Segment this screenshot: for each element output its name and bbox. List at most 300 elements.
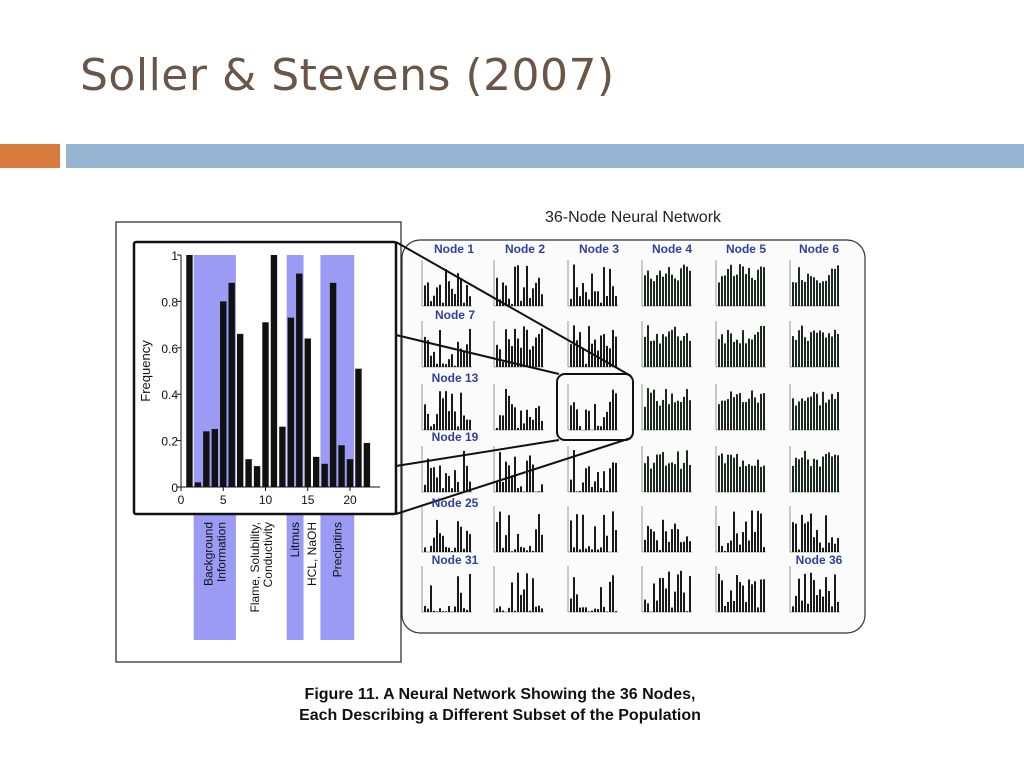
thumb-bar xyxy=(721,546,723,552)
thumb-bar xyxy=(724,551,726,552)
thumb-bar xyxy=(757,403,759,430)
node-label: Node 1 xyxy=(433,242,475,256)
thumb-bar xyxy=(526,410,528,430)
thumb-bar xyxy=(763,326,765,367)
thumb-bar xyxy=(668,267,670,306)
thumb-bar xyxy=(433,296,435,306)
thumb-bar xyxy=(499,606,501,612)
thumb-bar xyxy=(523,423,525,430)
thumb-bar xyxy=(680,341,682,367)
thumb-bar xyxy=(745,466,747,492)
thumb-bar xyxy=(677,451,679,492)
thumb-bar xyxy=(647,456,649,492)
thumb-bar xyxy=(801,326,803,367)
thumb-bar xyxy=(757,460,759,492)
thumb-bar xyxy=(463,549,465,552)
thumb-bar xyxy=(810,514,812,552)
thumb-bar xyxy=(603,267,605,306)
thumb-bar xyxy=(463,416,465,430)
thumb-bar xyxy=(535,529,537,552)
thumb-bar xyxy=(718,404,720,430)
thumb-bar xyxy=(754,335,756,367)
thumb-bar xyxy=(650,393,652,430)
node-label: Node 19 xyxy=(431,430,479,444)
thumb-bar xyxy=(680,542,682,552)
thumb-bar xyxy=(570,480,572,492)
annotation-label: HCL, NaOH xyxy=(304,522,319,587)
thumb-bar xyxy=(810,276,812,306)
thumb-bar xyxy=(570,344,572,367)
thumb-bar xyxy=(445,547,447,552)
thumb-bar xyxy=(436,520,438,552)
histogram-bar xyxy=(305,339,311,487)
thumb-bar xyxy=(538,406,540,430)
thumb-bar xyxy=(671,608,673,612)
thumb-bar xyxy=(804,401,806,430)
thumb-bar xyxy=(801,515,803,552)
thumb-bar xyxy=(680,268,682,306)
thumb-bar xyxy=(795,406,797,430)
thumb-bar xyxy=(689,576,691,612)
annotation-label: Information xyxy=(214,522,229,583)
thumb-bar xyxy=(508,515,510,552)
thumb-bar xyxy=(647,325,649,367)
thumb-bar xyxy=(454,607,456,612)
thumb-bar xyxy=(597,472,599,492)
thumb-bar xyxy=(748,268,750,306)
thumb-bar xyxy=(834,269,836,306)
thumb-bar xyxy=(600,303,602,306)
thumb-bar xyxy=(742,586,744,612)
x-tick-label: 20 xyxy=(343,493,357,507)
thumb-bar xyxy=(763,267,765,306)
thumb-bar xyxy=(792,336,794,367)
thumb-bar xyxy=(677,574,679,612)
thumb-bar xyxy=(721,401,723,430)
thumb-bar xyxy=(591,549,593,552)
thumb-bar xyxy=(541,329,543,367)
thumb-bar xyxy=(517,339,519,367)
thumb-bar xyxy=(433,538,435,552)
thumb-bar xyxy=(615,611,617,612)
thumb-bar xyxy=(745,343,747,367)
thumb-bar xyxy=(585,607,587,612)
thumb-bar xyxy=(680,571,682,612)
thumb-bar xyxy=(612,575,614,612)
thumb-bar xyxy=(523,287,525,306)
thumb-bar xyxy=(683,593,685,612)
thumb-bar xyxy=(736,454,738,492)
thumb-bar xyxy=(739,343,741,367)
thumb-bar xyxy=(804,574,806,612)
thumb-bar xyxy=(825,338,827,367)
thumb-bar xyxy=(674,278,676,306)
thumb-bar xyxy=(730,590,732,612)
thumb-bar xyxy=(585,364,587,367)
thumb-bar xyxy=(724,606,726,612)
histogram-bar xyxy=(347,459,353,487)
thumb-bar xyxy=(668,404,670,430)
thumb-bar xyxy=(448,411,450,430)
thumb-bar xyxy=(430,301,432,306)
thumb-bar xyxy=(733,512,735,552)
thumb-bar xyxy=(810,466,812,492)
thumb-bar xyxy=(807,398,809,430)
thumb-bar xyxy=(730,391,732,430)
thumb-bar xyxy=(798,459,800,492)
thumb-bar xyxy=(588,546,590,552)
thumb-bar xyxy=(597,351,599,367)
thumb-bar xyxy=(653,281,655,306)
thumb-bar xyxy=(448,476,450,492)
thumb-bar xyxy=(671,275,673,306)
thumb-bar xyxy=(496,522,498,552)
thumb-bar xyxy=(674,524,676,552)
thumb-bar xyxy=(751,510,753,552)
thumb-bar xyxy=(834,330,836,367)
thumb-bar xyxy=(718,339,720,367)
thumb-bar xyxy=(594,291,596,306)
thumb-bar xyxy=(615,463,617,492)
thumb-bar xyxy=(739,545,741,552)
thumb-bar xyxy=(677,529,679,552)
thumb-bar xyxy=(647,271,649,306)
thumb-bar xyxy=(526,461,528,492)
thumb-bar xyxy=(798,549,800,552)
y-tick-label: 0.4 xyxy=(161,388,178,403)
thumb-bar xyxy=(505,462,507,492)
thumb-bar xyxy=(825,577,827,612)
thumb-bar xyxy=(689,541,691,552)
thumb-bar xyxy=(454,548,456,552)
thumb-bar xyxy=(683,265,685,306)
thumb-bar xyxy=(677,401,679,430)
thumb-bar xyxy=(674,402,676,430)
thumb-bar xyxy=(748,339,750,367)
thumb-bar xyxy=(831,606,833,612)
thumb-bar xyxy=(644,337,646,367)
node-label: Node 2 xyxy=(504,242,546,256)
y-tick-label: 0.8 xyxy=(161,295,178,310)
thumb-bar xyxy=(686,536,688,552)
thumb-bar xyxy=(457,576,459,612)
thumb-bar xyxy=(733,458,735,492)
histogram-bar xyxy=(355,369,361,487)
thumb-bar xyxy=(721,334,723,367)
thumb-bar xyxy=(588,466,590,492)
thumb-bar xyxy=(496,608,498,612)
thumb-bar xyxy=(436,364,438,367)
thumb-bar xyxy=(532,551,534,552)
thumb-bar xyxy=(668,463,670,492)
thumb-bar xyxy=(825,403,827,430)
thumb-bar xyxy=(742,266,744,306)
y-tick-label: 0.2 xyxy=(161,434,178,449)
thumb-bar xyxy=(448,606,450,612)
thumb-bar xyxy=(573,265,575,306)
thumb-bar xyxy=(754,466,756,492)
thumb-bar xyxy=(585,410,587,430)
thumb-bar xyxy=(603,417,605,430)
thumb-bar xyxy=(807,274,809,306)
thumb-bar xyxy=(721,276,723,306)
node-label: Node 6 xyxy=(798,242,840,256)
thumb-bar xyxy=(683,397,685,430)
thumb-bar xyxy=(822,281,824,306)
thumb-bar xyxy=(659,454,661,492)
thumb-bar xyxy=(795,596,797,612)
thumb-bar xyxy=(451,354,453,367)
thumb-bar xyxy=(579,491,581,492)
thumb-bar xyxy=(541,484,543,492)
thumb-bar xyxy=(496,482,498,492)
thumb-bar xyxy=(837,265,839,306)
thumb-bar xyxy=(526,266,528,306)
thumb-bar xyxy=(834,455,836,492)
thumb-bar xyxy=(454,411,456,430)
thumb-bar xyxy=(834,544,836,552)
thumb-bar xyxy=(600,426,602,430)
histogram-bar xyxy=(271,255,277,487)
thumb-bar xyxy=(742,532,744,552)
thumb-bar xyxy=(677,280,679,306)
node-label: Node 25 xyxy=(431,496,479,510)
thumb-bar xyxy=(792,466,794,492)
thumb-bar xyxy=(433,352,435,367)
thumb-bar xyxy=(813,580,815,612)
thumb-bar xyxy=(724,343,726,367)
thumb-bar xyxy=(689,400,691,430)
thumb-bar xyxy=(798,402,800,430)
thumb-bar xyxy=(807,604,809,612)
thumb-bar xyxy=(680,402,682,430)
thumb-bar xyxy=(445,364,447,367)
thumb-bar xyxy=(674,327,676,367)
annotation-label: Flame, Solubility, xyxy=(247,522,262,613)
thumb-bar xyxy=(463,351,465,367)
thumb-bar xyxy=(514,549,516,552)
thumb-bar xyxy=(798,579,800,612)
thumb-bar xyxy=(469,420,471,430)
thumb-bar xyxy=(828,543,830,552)
thumb-bar xyxy=(831,269,833,306)
histogram-bar xyxy=(186,255,192,487)
thumb-bar xyxy=(736,275,738,306)
thumb-bar xyxy=(445,269,447,306)
thumb-bar xyxy=(430,468,432,492)
thumb-bar xyxy=(665,274,667,306)
thumb-bar xyxy=(424,485,426,492)
thumb-bar xyxy=(442,303,444,306)
thumb-bar xyxy=(454,470,456,492)
thumb-bar xyxy=(795,524,797,552)
y-axis-label: Frequency xyxy=(138,340,153,402)
node-label: Node 5 xyxy=(725,242,767,256)
x-tick-label: 0 xyxy=(177,493,185,507)
thumb-bar xyxy=(751,278,753,306)
thumb-bar xyxy=(499,415,501,430)
thumb-bar xyxy=(517,573,519,612)
thumb-bar xyxy=(466,466,468,492)
thumb-bar xyxy=(445,391,447,430)
thumb-bar xyxy=(751,584,753,612)
histogram-bar xyxy=(364,443,370,487)
thumb-bar xyxy=(662,277,664,306)
thumb-bar xyxy=(427,282,429,306)
thumb-bar xyxy=(760,266,762,306)
thumb-bar xyxy=(600,547,602,552)
thumb-bar xyxy=(579,332,581,367)
thumb-bar xyxy=(665,337,667,367)
thumb-bar xyxy=(674,592,676,612)
x-tick-label: 10 xyxy=(258,493,273,507)
thumb-bar xyxy=(721,453,723,492)
thumb-bar xyxy=(828,591,830,612)
thumb-bar xyxy=(792,522,794,552)
thumb-bar xyxy=(466,531,468,552)
thumb-bar xyxy=(579,426,581,430)
thumb-bar xyxy=(816,333,818,367)
thumb-bar xyxy=(570,521,572,552)
thumb-bar xyxy=(721,580,723,612)
thumb-bar xyxy=(792,282,794,306)
thumb-bar xyxy=(662,520,664,552)
thumb-bar xyxy=(665,531,667,552)
thumb-bar xyxy=(538,606,540,612)
annotation-label: Precipitins xyxy=(330,522,345,578)
thumb-bar xyxy=(671,462,673,492)
thumb-bar xyxy=(588,300,590,306)
thumb-bar xyxy=(686,333,688,367)
thumb-bar xyxy=(745,602,747,612)
thumb-bar xyxy=(606,412,608,430)
thumb-bar xyxy=(606,536,608,552)
thumb-bar xyxy=(760,467,762,492)
thumb-bar xyxy=(751,391,753,430)
histogram-bar xyxy=(288,318,294,487)
thumb-bar xyxy=(430,356,432,367)
annotation-band xyxy=(320,255,354,487)
thumb-bar xyxy=(603,515,605,552)
thumb-bar xyxy=(591,487,593,492)
thumb-bar xyxy=(460,527,462,552)
thumb-bar xyxy=(597,426,599,430)
network-title: 36-Node Neural Network xyxy=(544,209,722,226)
thumb-bar xyxy=(582,607,584,612)
thumb-bar xyxy=(748,399,750,430)
x-tick-label: 5 xyxy=(219,493,227,507)
thumb-bar xyxy=(763,466,765,492)
histogram-bar xyxy=(212,429,218,487)
thumb-bar xyxy=(819,283,821,306)
thumb-bar xyxy=(502,482,504,492)
thumb-bar xyxy=(828,333,830,367)
thumb-bar xyxy=(582,283,584,306)
thumb-bar xyxy=(433,467,435,492)
thumb-bar xyxy=(733,601,735,612)
thumb-bar xyxy=(656,601,658,612)
thumb-bar xyxy=(588,411,590,430)
thumb-bar xyxy=(656,540,658,552)
annotation-label: Litmus xyxy=(288,522,303,558)
thumb-bar xyxy=(457,342,459,367)
thumb-bar xyxy=(511,404,513,430)
thumb-bar xyxy=(689,271,691,306)
thumb-bar xyxy=(656,334,658,367)
node-label: Node 3 xyxy=(578,242,620,256)
thumb-bar xyxy=(837,455,839,492)
thumb-bar xyxy=(541,535,543,552)
thumb-bar xyxy=(538,334,540,367)
thumb-bar xyxy=(603,471,605,492)
caption-line-1: Figure 11. A Neural Network Showing the 36 Nodes, xyxy=(304,686,696,703)
thumb-bar xyxy=(819,589,821,612)
thumb-bar xyxy=(656,455,658,492)
node-label: Node 36 xyxy=(795,553,843,567)
thumb-bar xyxy=(724,275,726,306)
thumb-bar xyxy=(502,611,504,612)
thumb-bar xyxy=(659,550,661,552)
thumb-bar xyxy=(754,581,756,612)
thumb-bar xyxy=(837,392,839,430)
thumb-bar xyxy=(798,330,800,367)
histogram-bar xyxy=(203,431,209,487)
thumb-bar xyxy=(576,409,578,430)
histogram-bar xyxy=(321,464,327,487)
thumb-bar xyxy=(727,269,729,306)
thumb-bar xyxy=(439,285,441,306)
thumb-bar xyxy=(612,390,614,430)
thumb-bar xyxy=(736,575,738,612)
thumb-bar xyxy=(511,582,513,612)
histogram-bar xyxy=(313,457,319,487)
thumb-bar xyxy=(612,462,614,492)
caption-line-2: Each Describing a Different Subset of the Population xyxy=(299,707,701,724)
thumb-bar xyxy=(659,578,661,612)
thumb-bar xyxy=(834,399,836,430)
thumb-bar xyxy=(644,407,646,430)
thumb-bar xyxy=(520,595,522,612)
thumb-bar xyxy=(810,573,812,612)
node-label: Node 4 xyxy=(651,242,693,256)
thumb-bar xyxy=(573,325,575,367)
thumb-bar xyxy=(653,341,655,367)
thumb-bar xyxy=(442,536,444,552)
thumb-bar xyxy=(594,526,596,552)
thumb-bar xyxy=(760,580,762,612)
thumb-bar xyxy=(828,452,830,492)
thumb-bar xyxy=(724,401,726,430)
thumb-bar xyxy=(644,540,646,552)
thumb-bar xyxy=(757,332,759,367)
thumb-bar xyxy=(445,611,447,612)
histogram-bar xyxy=(279,427,285,487)
thumb-bar xyxy=(541,608,543,612)
thumb-bar xyxy=(600,335,602,367)
thumb-bar xyxy=(576,287,578,306)
thumb-bar xyxy=(511,304,513,306)
y-tick-label: 0 xyxy=(171,481,178,495)
thumb-bar xyxy=(502,415,504,430)
thumb-bar xyxy=(653,463,655,492)
thumb-bar xyxy=(469,534,471,552)
thumb-bar xyxy=(585,468,587,492)
thumb-bar xyxy=(609,402,611,430)
thumb-bar xyxy=(668,572,670,612)
thumb-bar xyxy=(668,542,670,552)
histogram-bar xyxy=(254,466,260,487)
thumb-bar xyxy=(659,343,661,367)
